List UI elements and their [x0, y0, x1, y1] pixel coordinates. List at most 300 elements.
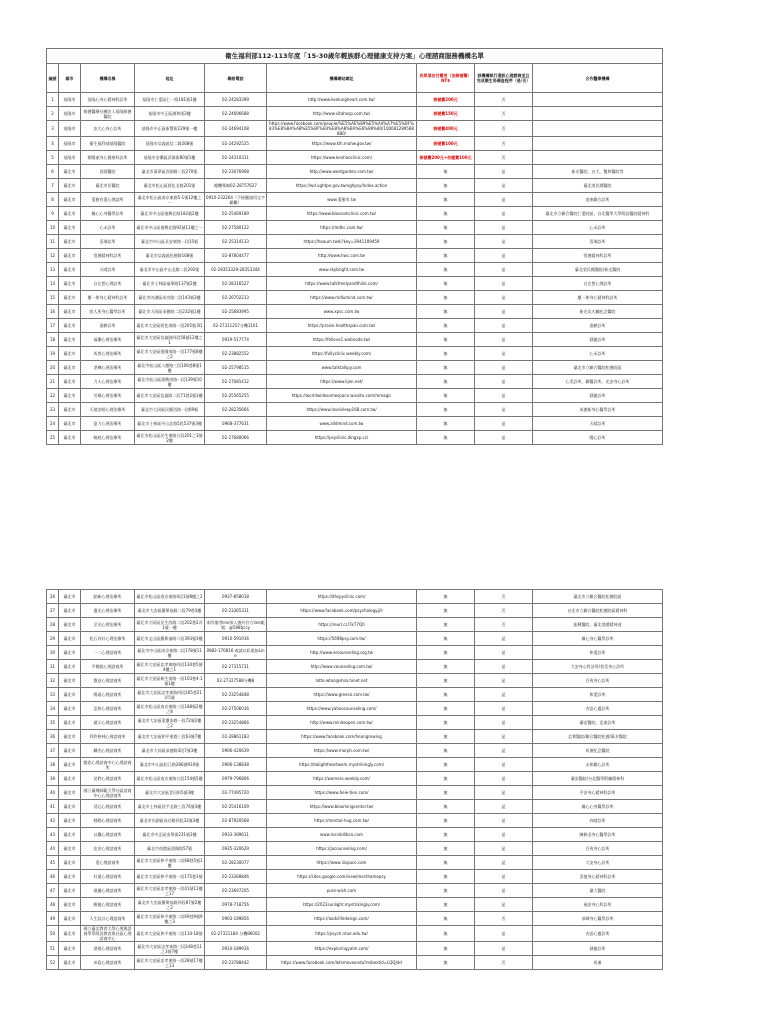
cell-phone: 0903-189856 [205, 912, 267, 926]
cell-fee: 無 [417, 744, 475, 758]
cell-telehealth: 是 [475, 702, 533, 716]
cell-address: 臺北市松山區復興南路一段139號10樓 [135, 375, 205, 389]
cell-telehealth: 否 [475, 107, 533, 121]
cell-fee: 無 [417, 263, 475, 277]
cell-address: 臺北市大同區民生西路二段202巷2弄1號一樓 [136, 619, 203, 630]
table-body-2 [47, 590, 663, 970]
cell-county: 臺北市 [59, 221, 81, 235]
cell-telehealth: 是 [475, 786, 533, 800]
cell-county: 臺北市 [59, 786, 81, 800]
cell-website[interactable]: https://twlightheartwork.mystrikingly.com/ [267, 758, 417, 772]
cell-address: 臺北市大同區承德路3段7號3樓 [135, 744, 205, 758]
cell-no: 23 [47, 403, 59, 417]
cell-fee: 無 [417, 842, 475, 856]
cell-website[interactable]: https://www.klh.mohw.gov.tw/ [267, 137, 417, 151]
table-row [47, 333, 663, 347]
cell-address: 臺北市內湖區成功路二段143號3樓 [135, 291, 205, 305]
cell-telehealth: 是 [475, 305, 533, 319]
table-row [47, 604, 663, 618]
table-row [47, 884, 663, 898]
cell-website[interactable]: https://www.greeco.com.tw/ [267, 688, 417, 702]
cell-website[interactable]: http://www.counseling.com.tw/ [267, 660, 417, 674]
cell-hospital: 臺北市立聯合醫院仁愛院區、台北醫學大學附設醫院精神科 [533, 207, 663, 221]
table-row [47, 137, 663, 151]
cell-county: 臺北市 [59, 842, 81, 856]
cell-website[interactable]: https://www.kenhooclinic.com/ [267, 151, 417, 165]
cell-hospital: 平安身心精神科診所 [533, 786, 663, 800]
cell-no: 15 [47, 291, 59, 305]
table-row [47, 646, 663, 660]
cell-name: 安大心身心診所 [81, 121, 135, 137]
cell-name: 現播心理諮商所 [81, 884, 135, 898]
cell-phone: 02-27327588分機8 [205, 674, 267, 688]
cell-county: 臺北市 [59, 417, 81, 431]
cell-no: 11 [47, 235, 59, 249]
cell-fee: 無 [417, 590, 475, 604]
table-row [47, 898, 663, 912]
cell-county: 臺北市 [59, 828, 81, 842]
cell-fee: 無 [417, 249, 475, 263]
cell-phone: 02-23365311 [205, 604, 267, 618]
cell-no: 8 [47, 193, 59, 207]
cell-fee: 無 [417, 193, 475, 207]
cell-fee: 無 [417, 942, 475, 956]
cell-website[interactable]: http://www.hwc.com.tw [267, 249, 417, 263]
cell-no: 30 [47, 646, 59, 660]
table-row [47, 618, 663, 632]
cell-county: 臺北市 [59, 674, 81, 688]
cell-fee: 無 [417, 618, 475, 632]
cell-website[interactable]: https://www.facebook.com/people/%E5%AE%89%E5%A4%A7%E5%BF%83%E8%BA%AB%E5%BF%83%E8%A8%BA%E6%89%80/100081289588880/ [267, 121, 417, 137]
cell-no: 31 [47, 660, 59, 674]
cell-website[interactable]: http://www.vitahosp.com.tw/ [267, 107, 417, 121]
cell-website[interactable]: https://2022sunlight.mystrikingly.com/ [267, 898, 417, 912]
cell-phone: 02-25798515 [205, 361, 267, 375]
cell-hospital: 涵捷診所 [533, 942, 663, 956]
cell-website[interactable]: https://mental-hug.com.tw/ [267, 814, 417, 828]
table-row [47, 151, 663, 165]
cell-hospital: 大安身心科診所/晉美身心診所 [533, 660, 663, 674]
cell-name: 冰島心理諮商所 [81, 956, 135, 970]
cell-hospital: 嘉齡診所 [533, 319, 663, 333]
cell-website[interactable]: https://psyclinic.dingxp.cc/ [267, 431, 417, 445]
cell-phone: 0910-232264（不接聽請用文字聯繫） [206, 194, 265, 205]
cell-telehealth: 是 [475, 333, 533, 347]
cell-address: 臺北市大安區新生南路一段103巷4-1號1樓 [136, 675, 203, 686]
cell-hospital: 杏語心靈診所 [533, 702, 663, 716]
cell-no: 26 [47, 590, 59, 604]
cell-fee: 無 [417, 716, 475, 730]
cell-fee: 無 [417, 277, 475, 291]
cell-telehealth: 否 [475, 93, 533, 107]
cell-name: 亞和心理諮商所 [81, 702, 135, 716]
cell-website[interactable]: http://www.eroounseling.org.tw [267, 646, 417, 660]
cell-no: 29 [47, 632, 59, 646]
cell-hospital: 自在想心理診所 [533, 277, 663, 291]
cell-website[interactable]: www.alldmind.com.tw [267, 417, 417, 431]
cell-no: 43 [47, 828, 59, 842]
cell-fee: 無 [417, 772, 475, 786]
cell-telehealth: 是 [475, 207, 533, 221]
cell-fee: 掛號費400元 [417, 121, 475, 137]
cell-no: 52 [47, 956, 59, 970]
cell-telehealth: 是 [475, 772, 533, 786]
cell-telehealth: 是 [475, 361, 533, 375]
cell-address: 臺北市萬華區西園路二段270號 [135, 165, 205, 179]
cell-address: 臺北市大安區和平東路二段69巷9號9樓之3 [136, 913, 203, 924]
cell-fee: 無 [417, 730, 475, 744]
cell-phone: 0978-718756 [205, 898, 267, 912]
roster-sheet-part-1 [46, 48, 662, 445]
cell-hospital: 亞實醫院/聯合醫院松德/萬芳醫院 [533, 730, 663, 744]
cell-hospital [533, 93, 663, 107]
table-row [47, 772, 663, 786]
cell-website[interactable]: https://psych.ntue.edu.tw/ [267, 926, 417, 942]
table-row [47, 716, 663, 730]
cell-address: 臺北市大安區青田街5號3樓 [135, 786, 205, 800]
cell-website[interactable]: https://exploringyalm.com/ [267, 942, 417, 956]
cell-telehealth: 是 [475, 942, 533, 956]
cell-phone: 0968-377631 [205, 417, 267, 431]
cell-hospital: 福安身心科診所 [533, 898, 663, 912]
table-row [47, 431, 663, 445]
cell-website[interactable]: https://dhspyclinic.com/ [267, 590, 417, 604]
cell-website[interactable]: https://sites.google.com/view/mecthamepsy [267, 870, 417, 884]
cell-telehealth: 是 [475, 417, 533, 431]
cell-county: 臺北市 [59, 926, 81, 942]
cell-website[interactable]: pure-wish.com [267, 884, 417, 898]
cell-address: 臺北市中山區復興北路182號2樓 [135, 207, 205, 221]
cell-website[interactable]: www.skybright.com.tw [267, 263, 417, 277]
cell-website[interactable]: https://www.facebook.com/psychology.jill [267, 604, 417, 618]
cell-website[interactable]: http://www.westgarden.com.tw/ [267, 165, 417, 179]
cell-phone: 0982-170816 或請以私電接Line [206, 647, 265, 658]
table-row [47, 277, 663, 291]
cell-website[interactable]: http://www.keelungheart.com.tw/ [267, 93, 417, 107]
table-body-1 [47, 93, 663, 445]
table-row [47, 165, 663, 179]
cell-telehealth: 是 [475, 674, 533, 688]
cell-no: 7 [47, 179, 59, 193]
cell-county: 臺北市 [59, 800, 81, 814]
table-row [47, 842, 663, 856]
cell-name: 愛雅有愛心理諮所 [81, 193, 135, 207]
cell-telehealth: 是 [475, 403, 533, 417]
cell-name: 好蒲心理諮商所 [81, 870, 135, 884]
cell-name: 衛生福利部基隆醫院 [81, 137, 135, 151]
cell-phone: 02-24694108 [205, 121, 267, 137]
cell-telehealth: 是 [475, 898, 533, 912]
cell-phone: 02-23697205 [205, 884, 267, 898]
cell-website[interactable]: https://www.facebook.com/letsmoveonda?mibextid=LQQJ4d [267, 956, 417, 970]
cell-telehealth: 是 [475, 646, 533, 660]
cell-county: 臺北市 [59, 305, 81, 319]
cell-hospital: 臺北榮民總醫院/新光醫院 [533, 263, 663, 277]
cell-website[interactable]: https://fullyclinic.weebly.com/ [267, 347, 417, 361]
table-row [47, 93, 663, 107]
table-row [47, 814, 663, 828]
cell-no: 49 [47, 912, 59, 926]
cell-name: 麟杰心理諮商所 [81, 744, 135, 758]
cell-name: 自在想心理診所 [81, 277, 135, 291]
cell-county: 臺北市 [59, 319, 81, 333]
cell-website[interactable]: https://www.iiispace.com [267, 856, 417, 870]
cell-hospital: 陳修羽身心醫學診所 [533, 828, 663, 842]
cell-fee: 無 [417, 221, 475, 235]
cell-hospital: 喜憶身心精神科診所 [533, 870, 663, 884]
cell-website[interactable]: latte.wtoo@msa.hinet.net [267, 674, 417, 688]
cell-telehealth: 是 [475, 842, 533, 856]
cell-hospital: 新光吳火獅紀念醫院 [533, 305, 663, 319]
cell-website[interactable]: https://praise.healthspan.com.tw/ [267, 319, 417, 333]
cell-hospital: 百致身心診所 [533, 674, 663, 688]
cell-website[interactable]: https://www.blossomclinic.com.tw/ [267, 207, 417, 221]
cell-telehealth: 否 [475, 121, 533, 137]
cell-phone: 02-23368846 [205, 870, 267, 884]
table-row [47, 121, 663, 137]
cell-no: 21 [47, 375, 59, 389]
cell-name: 天境安眠心理治療所 [81, 403, 135, 417]
cell-county: 臺北市 [59, 235, 81, 249]
cell-telehealth: 是 [475, 884, 533, 898]
cell-address: 臺北市大安區忠孝東路四段265巷21弄5號 [135, 688, 205, 702]
cell-fee: 無 [417, 870, 475, 884]
cell-address: 臺北市松山區敦化北路201號 [135, 179, 205, 193]
cell-website[interactable]: https://www.bloomingcenter.tw/ [267, 800, 417, 814]
cell-name: 靈光心理治療所 [81, 604, 135, 618]
cell-telehealth: 是 [475, 165, 533, 179]
cell-name: 恆德精神科診所 [81, 249, 135, 263]
cell-county: 臺北市 [59, 618, 81, 632]
cell-phone: 02-23788442 [205, 956, 267, 970]
cell-name: 愛心理諮商所 [81, 856, 135, 870]
cell-telehealth: 是 [475, 291, 533, 305]
cell-website[interactable]: https://heaum.tw/k?key=3941109459 [267, 235, 417, 249]
cell-county: 臺北市 [59, 361, 81, 375]
cell-phone: 02-25683995 [205, 305, 267, 319]
cell-no: 10 [47, 221, 59, 235]
cell-telehealth: 是 [475, 744, 533, 758]
table-row [47, 828, 663, 842]
cell-fee: 無 [417, 828, 475, 842]
cell-address: 臺北市大安區羅斯福路二段79巷3樓 [135, 604, 205, 618]
cell-telehealth: 是 [475, 730, 533, 744]
cell-phone: 02-27311257分機1101 [205, 319, 267, 333]
cell-address: 臺北市大安區和平東路二段68巷5號1樓 [136, 857, 203, 868]
table-row [47, 193, 663, 207]
cell-telehealth: 是 [475, 319, 533, 333]
cell-county: 臺北市 [59, 263, 81, 277]
cell-website[interactable]: https://fellove1.webnode.tw/ [267, 333, 417, 347]
cell-address: 基隆市仁愛區仁一路181號1樓 [135, 93, 205, 107]
cell-hospital: 擁心身心醫學診所 [533, 632, 663, 646]
header-name: 機構名稱 [81, 64, 135, 93]
cell-no: 20 [47, 361, 59, 375]
cell-website[interactable]: https://worldwidesomespace.wixsite.com/mmagic [267, 389, 417, 403]
cell-website[interactable]: https://www.heie-tien.com/ [267, 786, 417, 800]
cell-fee: 無 [417, 207, 475, 221]
cell-hospital: 振興醫院、臺北榮總精神部 [533, 618, 663, 632]
cell-name: 利伶格林心理諮商所 [81, 730, 135, 744]
cell-phone: 02-25314133 [205, 235, 267, 249]
cell-county: 臺北市 [59, 744, 81, 758]
cell-address: 臺北市大安區信義路二段71巷2號1樓 [135, 389, 205, 403]
cell-phone: 02-28861183 [205, 730, 267, 744]
table-row [47, 702, 663, 716]
cell-county: 臺北市 [59, 632, 81, 646]
cell-fee: 無 [417, 926, 475, 942]
cell-hospital: 馬偕 [533, 956, 663, 970]
cell-no: 6 [47, 165, 59, 179]
table-row [47, 319, 663, 333]
table-row [47, 235, 663, 249]
cell-website[interactable]: www.insinbilibco.com [267, 828, 417, 842]
cell-county: 臺北市 [59, 870, 81, 884]
cell-phone: 02-28230077 [205, 856, 267, 870]
cell-phone: 0906-138838 [205, 758, 267, 772]
cell-name: 福樂心理治療所 [81, 333, 135, 347]
cell-hospital: 大安身心診所 [533, 856, 663, 870]
cell-website[interactable]: https://jacounseling.com/ [267, 842, 417, 856]
cell-telehealth: 是 [475, 926, 533, 942]
cell-hospital: 涵捷診所 [533, 389, 663, 403]
cell-website[interactable]: https://aodclifedesign.com/ [267, 912, 417, 926]
table-row [47, 632, 663, 646]
cell-county: 臺北市 [59, 956, 81, 970]
cell-address: 臺北市大安區羅斯福路四段87號2樓之2 [135, 898, 205, 912]
cell-fee: 無 [417, 660, 475, 674]
table-row [47, 912, 663, 926]
cell-telehealth: 否 [475, 912, 533, 926]
cell-address: 臺北市士林區中山北路5段537號3樓 [135, 417, 205, 431]
cell-county: 臺北市 [59, 856, 81, 870]
cell-telehealth: 是 [475, 660, 533, 674]
cell-county: 臺北市 [59, 431, 81, 445]
cell-phone: 0919-517774 [205, 333, 267, 347]
cell-phone: 02-24310311 [205, 151, 267, 165]
cell-county: 基隆市 [59, 121, 81, 137]
cell-name: 膝動心理諮商所 [81, 814, 135, 828]
cell-county: 臺北市 [59, 333, 81, 347]
cell-address: 臺北市松山區南京東路五段154號5樓 [135, 772, 205, 786]
cell-no: 16 [47, 305, 59, 319]
cell-website[interactable]: https://5698psy.com.tw/ [267, 632, 417, 646]
cell-name: 馬普心理治療所 [81, 347, 135, 361]
cell-telehealth: 是 [475, 688, 533, 702]
cell-telehealth: 是 [475, 249, 533, 263]
cell-county: 基隆市 [59, 107, 81, 121]
cell-phone: 02-24292525 [205, 137, 267, 151]
cell-telehealth: 是 [475, 179, 533, 193]
table-row [47, 730, 663, 744]
cell-website[interactable]: https://wemess.weebly.com/ [267, 772, 417, 786]
cell-county: 臺北市 [59, 165, 81, 179]
cell-website[interactable]: https://www.talkfreelyandthink.com/ [267, 277, 417, 291]
cell-hospital: 涵捷診所 [533, 333, 663, 347]
cell-hospital: 杏語心靈診所 [533, 926, 663, 942]
table-row [47, 744, 663, 758]
cell-fee: 無 [417, 898, 475, 912]
roster-sheet-part-2 [46, 589, 662, 970]
cell-no: 41 [47, 800, 59, 814]
cell-website[interactable]: https://reurl.cc/7k77Q0 [267, 618, 417, 632]
cell-website[interactable]: https://www.lijen.net/ [267, 375, 417, 389]
cell-address: 臺北市大安區和平東路一段175巷3號 [135, 870, 205, 884]
cell-county: 臺北市 [59, 403, 81, 417]
cell-hospital: 心美診所、聯醫診所、光安身心診所 [533, 375, 663, 389]
cell-name: 一二心理諮商所 [81, 646, 135, 660]
cell-name: 見們心理諮商所 [81, 772, 135, 786]
cell-county: 臺北市 [59, 375, 81, 389]
cell-fee: 無 [417, 375, 475, 389]
cell-no: 3 [47, 121, 59, 137]
cell-hospital: 臺大醫院 [533, 884, 663, 898]
cell-website[interactable]: www.xpsc.com.tw [267, 305, 417, 319]
cell-website[interactable]: http://www.mindsopen.com.tw/ [267, 716, 417, 730]
cell-address: 臺北市南港區重陽路57號 [135, 842, 205, 856]
cell-address: 臺北市中山區復興北路92號11樓之一 [135, 221, 205, 235]
cell-website[interactable]: https://www.facebook.com/hearigrowing [267, 730, 417, 744]
cell-website[interactable]: www.愛雅有.tw [267, 193, 417, 207]
cell-website[interactable]: https://mdhc.com.tw/ [267, 221, 417, 235]
cell-no: 40 [47, 786, 59, 800]
cell-fee: 無 [417, 389, 475, 403]
cell-phone: 02-27081412 [205, 375, 267, 389]
cell-no: 14 [47, 277, 59, 291]
cell-website[interactable]: https://www.morph.com.tw/ [267, 744, 417, 758]
cell-telehealth: 是 [475, 263, 533, 277]
cell-county: 臺北市 [59, 912, 81, 926]
cell-no: 13 [47, 263, 59, 277]
cell-website[interactable]: www.talktalkpy.com [267, 361, 417, 375]
cell-name: 維德醫療社團法人基隆維德醫院 [81, 107, 135, 121]
header-county: 縣市 [59, 64, 81, 93]
cell-county: 基隆市 [59, 137, 81, 151]
cell-no: 27 [47, 604, 59, 618]
cell-fee: 無 [417, 403, 475, 417]
cell-telehealth: 是 [475, 347, 533, 361]
cell-telehealth: 是 [475, 389, 533, 403]
cell-county: 臺北市 [59, 347, 81, 361]
cell-address: 臺北市大安區忠孝東路三段248巷11之3號7樓 [135, 942, 205, 956]
cell-website[interactable]: https://www.loveisleep168.com.tw/ [267, 403, 417, 417]
cell-name: 延芯心理諮商所 [81, 800, 135, 814]
table-row [47, 179, 663, 193]
header-address: 地址 [135, 64, 205, 93]
cell-county: 臺北市 [59, 604, 81, 618]
cell-website[interactable]: https://www.mdlumind.com.tw/ [267, 291, 417, 305]
cell-telehealth: 是 [475, 221, 533, 235]
cell-name: 人生設計心理諮商所 [81, 912, 135, 926]
cell-hospital: 擁心心身醫學診所 [533, 800, 663, 814]
cell-website[interactable]: https://wd.vghtpe.gov.tw/vghpsy/Index.action [267, 179, 417, 193]
cell-name: 佳安心理諮商所 [81, 842, 135, 856]
table-row [47, 856, 663, 870]
cell-name: 微意心理諮商所 [81, 674, 135, 688]
cell-phone: 02-27580122 [205, 221, 267, 235]
cell-website[interactable]: https://www.yahoocounseling.com/ [267, 702, 417, 716]
cell-phone: 02-28316527 [205, 277, 267, 291]
table-row [47, 417, 663, 431]
cell-phone: 0910-591916 [205, 632, 267, 646]
cell-county: 臺北市 [59, 207, 81, 221]
cell-hospital: 和愛診所 [533, 688, 663, 702]
cell-name: 國立臺灣師範大學社區諮商中心心理諮商所 [81, 786, 135, 800]
table-row [47, 590, 663, 604]
cell-phone: 02-28353329-28353344 [205, 263, 267, 277]
cell-telehealth: 是 [475, 193, 533, 207]
table-row [47, 107, 663, 121]
